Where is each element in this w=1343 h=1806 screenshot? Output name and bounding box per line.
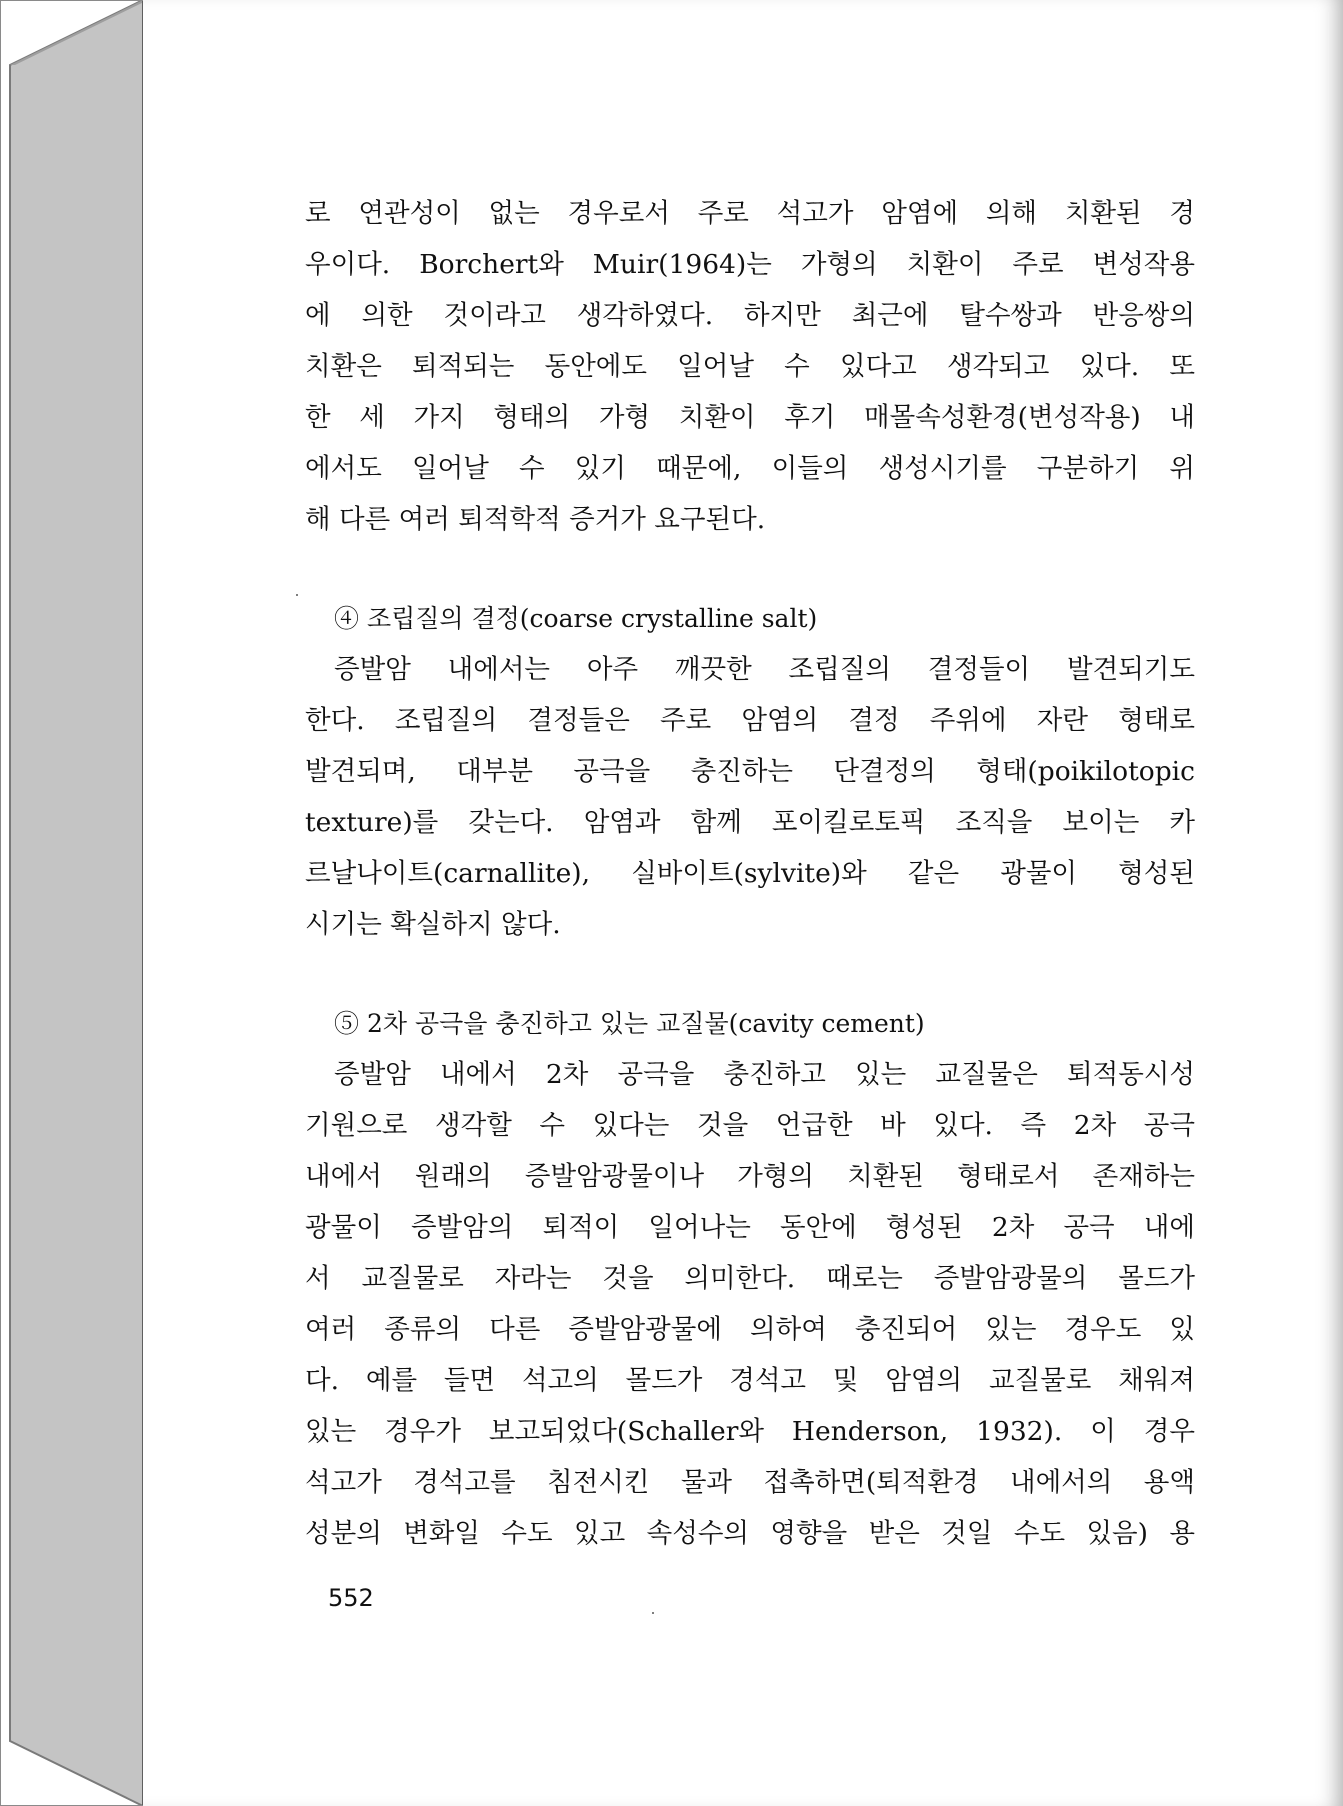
body-text	[305, 188, 1195, 1559]
text-line: 해 다른 여러 퇴적학적 증거가 요구된다.	[305, 504, 766, 535]
paragraph-2	[305, 644, 1195, 950]
section-5-heading: ⑤ 2차 공극을 충진하고 있는 교질물(cavity cement)	[334, 1009, 925, 1038]
scan-speck	[296, 594, 298, 596]
text-line: 내에서 원래의 증발암광물이나 가형의 치환된 형태로서 존재하는	[305, 1161, 1195, 1192]
text-line: 석고가 경석고를 침전시킨 물과 접촉하면(퇴적환경 내에서의 용액	[305, 1467, 1195, 1498]
text-line: texture)를 갖는다. 암염과 함께 포이킬로토픽 조직을 보이는 카	[305, 807, 1195, 838]
paragraph-1	[305, 188, 1195, 545]
text-line: 기원으로 생각할 수 있다는 것을 언급한 바 있다. 즉 2차 공극	[305, 1110, 1195, 1141]
text-line: 서 교질물로 자라는 것을 의미한다. 때로는 증발암광물의 몰드가	[305, 1263, 1195, 1294]
text-line: 발견되며, 대부분 공극을 충진하는 단결정의 형태(poikilotopic	[305, 756, 1195, 787]
text-line: 시기는 확실하지 않다.	[305, 909, 561, 940]
text-line: 있는 경우가 보고되었다(Schaller와 Henderson, 1932). 이 경우	[305, 1416, 1195, 1447]
text-line: 르날나이트(carnallite), 실바이트(sylvite)와 같은 광물이 형성된	[305, 858, 1195, 889]
text-line: 로 연관성이 없는 경우로서 주로 석고가 암염에 의해 치환된 경	[305, 198, 1195, 229]
page-number: 552	[328, 1584, 374, 1612]
text-line: 우이다. Borchert와 Muir(1964)는 가형의 치환이 주로 변성작용	[305, 249, 1195, 280]
section-4-heading: ④ 조립질의 결정(coarse crystalline salt)	[334, 604, 818, 633]
scan-speck	[652, 1612, 654, 1614]
text-line: 다. 예를 들면 석고의 몰드가 경석고 및 암염의 교질물로 채워져	[305, 1365, 1195, 1396]
text-line: 에 의한 것이라고 생각하였다. 하지만 최근에 탈수쌍과 반응쌍의	[305, 300, 1195, 331]
text-line: 여러 종류의 다른 증발암광물에 의하여 충진되어 있는 경우도 있	[305, 1314, 1195, 1345]
text-line: 성분의 변화일 수도 있고 속성수의 영향을 받은 것일 수도 있음) 용	[305, 1518, 1195, 1549]
text-line: 에서도 일어날 수 있기 때문에, 이들의 생성시기를 구분하기 위	[305, 453, 1195, 484]
text-line: 한다. 조립질의 결정들은 주로 암염의 결정 주위에 자란 형태로	[305, 705, 1195, 736]
text-line: 한 세 가지 형태의 가형 치환이 후기 매몰속성환경(변성작용) 내	[305, 402, 1195, 433]
text-line: 광물이 증발암의 퇴적이 일어나는 동안에 형성된 2차 공극 내에	[305, 1212, 1195, 1243]
text-line: 치환은 퇴적되는 동안에도 일어날 수 있다고 생각되고 있다. 또	[305, 351, 1195, 382]
text-line: 증발암 내에서는 아주 깨끗한 조립질의 결정들이 발견되기도	[334, 654, 1195, 685]
paragraph-3	[305, 1049, 1195, 1559]
text-line: 증발암 내에서 2차 공극을 충진하고 있는 교질물은 퇴적동시성	[334, 1059, 1195, 1090]
